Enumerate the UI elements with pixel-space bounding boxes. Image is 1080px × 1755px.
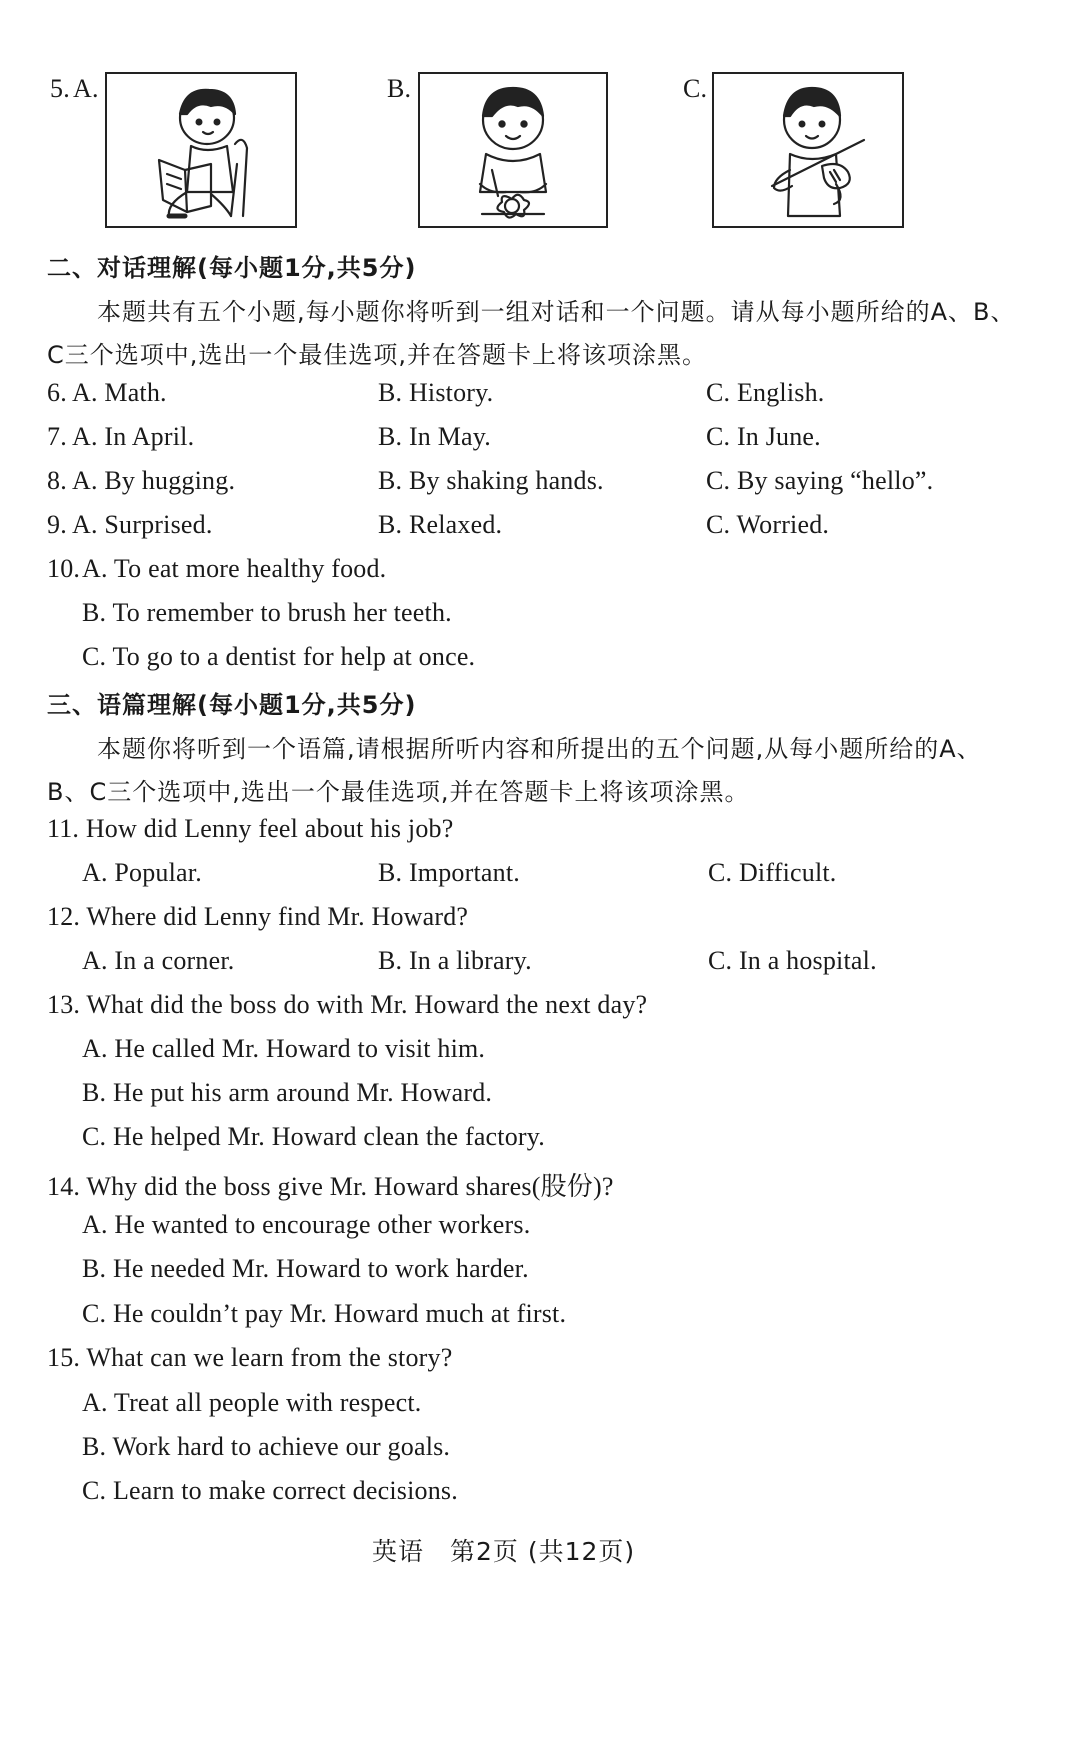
boy-reading-image <box>105 72 297 228</box>
q12-question: 12. Where did Lenny find Mr. Howard? <box>47 902 469 931</box>
q10-option-c: C. To go to a dentist for help at once. <box>82 642 476 671</box>
q9-option-a: A. Surprised. <box>72 510 213 539</box>
q10-option-a: A. To eat more healthy food. <box>82 554 387 583</box>
q8-option-b: B. By shaking hands. <box>378 466 604 495</box>
q5-label-c: C. <box>683 74 708 103</box>
section-2-instructions-line-1: 本题共有五个小题,每小题你将听到一组对话和一个问题。请从每小题所给的A、B、 <box>97 298 1016 326</box>
boy-reading-illustration <box>107 74 295 226</box>
q5-label-b: B. <box>387 74 412 103</box>
section-3-instructions-line-2: B、C三个选项中,选出一个最佳选项,并在答题卡上将该项涂黑。 <box>47 778 750 806</box>
boy-painting-image <box>418 72 608 228</box>
q5-number: 5. <box>50 74 70 103</box>
section-2-instructions-line-2: C三个选项中,选出一个最佳选项,并在答题卡上将该项涂黑。 <box>47 341 708 369</box>
q7-option-b: B. In May. <box>378 422 491 451</box>
q8-option-c: C. By saying “hello”. <box>706 466 934 495</box>
q12-option-a: A. In a corner. <box>82 946 235 975</box>
q12-option-b: B. In a library. <box>378 946 532 975</box>
section-2-title: 二、对话理解(每小题1分,共5分) <box>47 254 417 282</box>
q6-number: 6. <box>47 378 67 407</box>
q10-number: 10. <box>47 554 81 583</box>
q14-option-b: B. He needed Mr. Howard to work harder. <box>82 1254 529 1283</box>
q11-question: 11. How did Lenny feel about his job? <box>47 814 454 843</box>
boy-painting-illustration <box>420 74 606 226</box>
q13-option-b: B. He put his arm around Mr. Howard. <box>82 1078 493 1107</box>
q14-option-a: A. He wanted to encourage other workers. <box>82 1210 531 1239</box>
q13-option-a: A. He called Mr. Howard to visit him. <box>82 1034 486 1063</box>
q15-option-c: C. Learn to make correct decisions. <box>82 1476 458 1505</box>
q11-option-c: C. Difficult. <box>708 858 837 887</box>
q11-option-a: A. Popular. <box>82 858 202 887</box>
q9-number: 9. <box>47 510 67 539</box>
q15-question: 15. What can we learn from the story? <box>47 1343 453 1372</box>
q6-option-a: A. Math. <box>72 378 167 407</box>
q10-option-b: B. To remember to brush her teeth. <box>82 598 452 627</box>
q13-question: 13. What did the boss do with Mr. Howard the next day? <box>47 990 648 1019</box>
q8-number: 8. <box>47 466 67 495</box>
q14-question: 14. Why did the boss give Mr. Howard shares(股份)? <box>47 1172 614 1201</box>
q7-number: 7. <box>47 422 67 451</box>
boy-violin-illustration <box>714 74 902 226</box>
q7-option-c: C. In June. <box>706 422 821 451</box>
q15-option-a: A. Treat all people with respect. <box>82 1388 422 1417</box>
q6-option-b: B. History. <box>378 378 494 407</box>
section-3-title: 三、语篇理解(每小题1分,共5分) <box>47 691 417 719</box>
boy-violin-image <box>712 72 904 228</box>
q12-option-c: C. In a hospital. <box>708 946 877 975</box>
q11-option-b: B. Important. <box>378 858 520 887</box>
q9-option-b: B. Relaxed. <box>378 510 503 539</box>
section-3-instructions-line-1: 本题你将听到一个语篇,请根据所听内容和所提出的五个问题,从每小题所给的A、 <box>97 735 982 763</box>
q8-option-a: A. By hugging. <box>72 466 236 495</box>
q6-option-c: C. English. <box>706 378 825 407</box>
q7-option-a: A. In April. <box>72 422 195 451</box>
q5-label-a: A. <box>73 74 99 103</box>
q14-option-c: C. He couldn’t pay Mr. Howard much at first. <box>82 1299 567 1328</box>
q15-option-b: B. Work hard to achieve our goals. <box>82 1432 451 1461</box>
q9-option-c: C. Worried. <box>706 510 830 539</box>
page-footer: 英语 第2页 (共12页) <box>372 1537 636 1566</box>
q13-option-c: C. He helped Mr. Howard clean the factory. <box>82 1122 545 1151</box>
